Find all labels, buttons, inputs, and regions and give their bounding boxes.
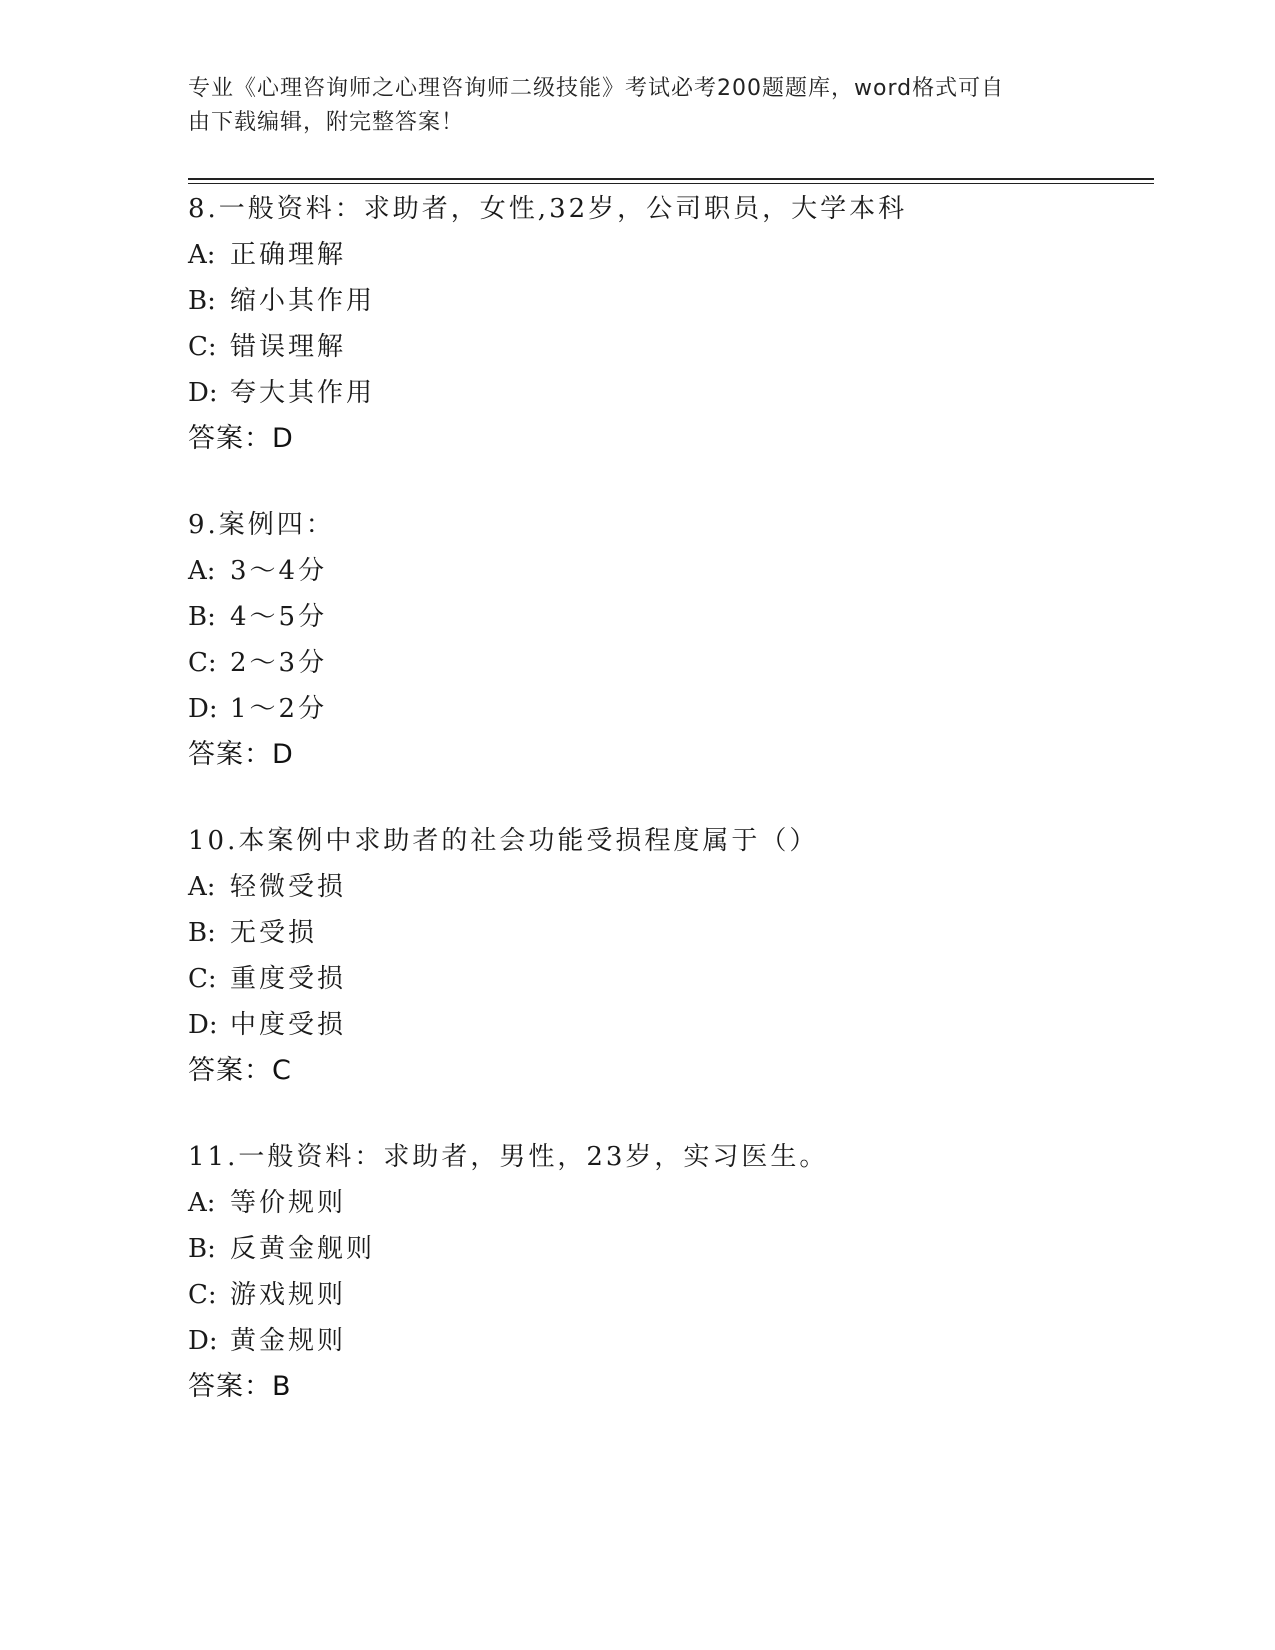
option-text: 错误理解	[230, 332, 347, 362]
option-text: 等价规则	[230, 1188, 347, 1218]
option-c	[188, 1272, 1154, 1318]
option-text: 黄金规则	[230, 1326, 347, 1356]
answer-line: 答案：D	[188, 423, 294, 454]
option-letter: A:	[188, 240, 216, 270]
option-letter: D:	[188, 1326, 218, 1356]
question-title: 10.本案例中求助者的社会功能受损程度属于（）	[188, 826, 819, 856]
option-letter: C:	[188, 1280, 217, 1310]
option-letter: B:	[188, 918, 216, 948]
question-title: 9.案例四：	[188, 510, 335, 540]
option-a	[188, 1180, 1154, 1226]
header-divider-thick	[188, 178, 1154, 180]
option-d	[188, 1002, 1154, 1048]
document-header	[188, 72, 1068, 140]
header-line-2: 由下载编辑，附完整答案！	[188, 110, 465, 135]
option-letter: B:	[188, 602, 216, 632]
option-b	[188, 278, 1154, 324]
option-letter: A:	[188, 1188, 216, 1218]
option-text: 缩小其作用	[230, 286, 376, 316]
option-text: 重度受损	[230, 964, 347, 994]
option-letter: D:	[188, 694, 218, 724]
question-title: 11.一般资料：求助者，男性，23岁，实习医生。	[188, 1142, 829, 1172]
option-a	[188, 864, 1154, 910]
option-text: 中度受损	[230, 1010, 347, 1040]
option-text: 无受损	[230, 918, 318, 948]
option-text: 游戏规则	[230, 1280, 347, 1310]
option-c	[188, 640, 1154, 686]
option-text: 2～3分	[230, 648, 328, 678]
option-text: 1～2分	[230, 694, 328, 724]
option-b	[188, 594, 1154, 640]
option-d	[188, 1318, 1154, 1364]
header-line-1: 专业《心理咨询师之心理咨询师二级技能》考试必考200题题库，word格式可自	[188, 76, 1005, 101]
option-letter: A:	[188, 872, 216, 902]
answer-line: 答案：B	[188, 1371, 292, 1402]
option-letter: B:	[188, 286, 216, 316]
option-text: 3～4分	[230, 556, 328, 586]
option-b	[188, 910, 1154, 956]
option-text: 反黄金舰则	[230, 1234, 376, 1264]
question-title: 8.一般资料：求助者，女性,32岁，公司职员，大学本科	[188, 194, 908, 224]
answer-line: 答案：C	[188, 1055, 292, 1086]
option-letter: C:	[188, 964, 217, 994]
option-text: 4～5分	[230, 602, 328, 632]
option-a	[188, 548, 1154, 594]
option-b	[188, 1226, 1154, 1272]
option-c	[188, 956, 1154, 1002]
option-letter: B:	[188, 1234, 216, 1264]
question-9	[188, 502, 1154, 778]
question-8	[188, 186, 1154, 462]
option-c	[188, 324, 1154, 370]
option-letter: C:	[188, 648, 217, 678]
option-text: 轻微受损	[230, 872, 347, 902]
header-divider-thin	[188, 183, 1154, 184]
option-letter: A:	[188, 556, 216, 586]
option-d	[188, 370, 1154, 416]
option-text: 正确理解	[230, 240, 347, 270]
option-a	[188, 232, 1154, 278]
question-10	[188, 818, 1154, 1094]
answer-line: 答案：D	[188, 739, 294, 770]
option-letter: C:	[188, 332, 217, 362]
option-letter: D:	[188, 378, 218, 408]
option-d	[188, 686, 1154, 732]
option-letter: D:	[188, 1010, 218, 1040]
question-11	[188, 1134, 1154, 1410]
option-text: 夸大其作用	[230, 378, 376, 408]
